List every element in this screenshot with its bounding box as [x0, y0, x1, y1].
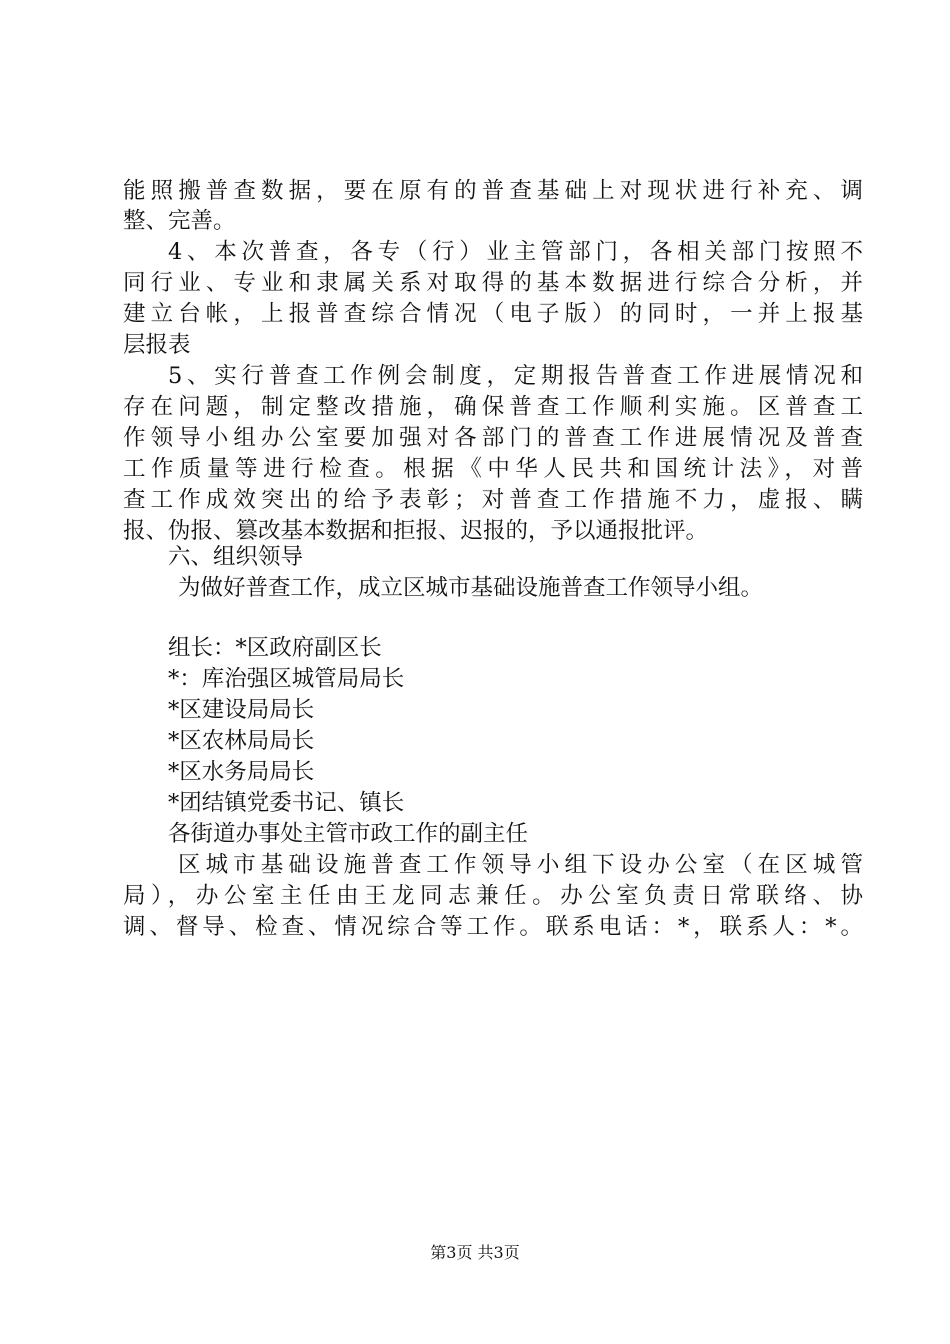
text-line: 5、实行普查工作例会制度，定期报告普查工作进展情况和	[168, 363, 863, 389]
member-line: *区水务局局长	[168, 759, 315, 785]
page-footer: 第3页 共3页	[430, 1243, 520, 1262]
text-line: 存在问题，制定整改措施，确保普查工作顺利实施。区普查工	[123, 394, 863, 420]
text-line: 能照搬普查数据，要在原有的普查基础上对现状进行补充、调	[123, 178, 863, 204]
member-line: *区建设局局长	[168, 697, 315, 723]
text-line: 4、本次普查，各专（行）业主管部门，各相关部门按照不	[168, 239, 863, 265]
text-line: 局），办公室主任由王龙同志兼任。办公室负责日常联络、协	[123, 883, 863, 909]
text-line: 调、督导、检查、情况综合等工作。联系电话：*，联系人：*。	[123, 914, 863, 940]
text-line: 层报表	[123, 332, 191, 358]
text-line: 整、完善。	[123, 208, 236, 234]
member-line: 组长：*区政府副区长	[168, 635, 382, 661]
text-line: 作领导小组办公室要加强对各部门的普查工作进展情况及普查	[123, 425, 863, 451]
text-line: 为做好普查工作，成立区城市基础设施普查工作领导小组。	[178, 575, 764, 601]
member-line: *：库治强区城管局局长	[168, 666, 405, 692]
member-line: *区农林局局长	[168, 728, 315, 754]
member-line: *团结镇党委书记、镇长	[168, 790, 405, 816]
text-line: 查工作成效突出的给予表彰；对普查工作措施不力，虚报、瞒	[123, 487, 863, 513]
text-line: 同行业、专业和隶属关系对取得的基本数据进行综合分析，并	[123, 270, 863, 296]
text-line: 区城市基础设施普查工作领导小组下设办公室（在区城管	[178, 852, 863, 878]
text-line: 工作质量等进行检查。根据《中华人民共和国统计法》，对普	[123, 456, 863, 482]
section-heading: 六、组织领导	[168, 544, 304, 570]
text-line: 建立台帐，上报普查综合情况（电子版）的同时，一并上报基	[123, 301, 863, 327]
member-line: 各街道办事处主管市政工作的副主任	[168, 821, 529, 847]
text-line: 报、伪报、篡改基本数据和拒报、迟报的，予以通报批评。	[123, 518, 709, 544]
